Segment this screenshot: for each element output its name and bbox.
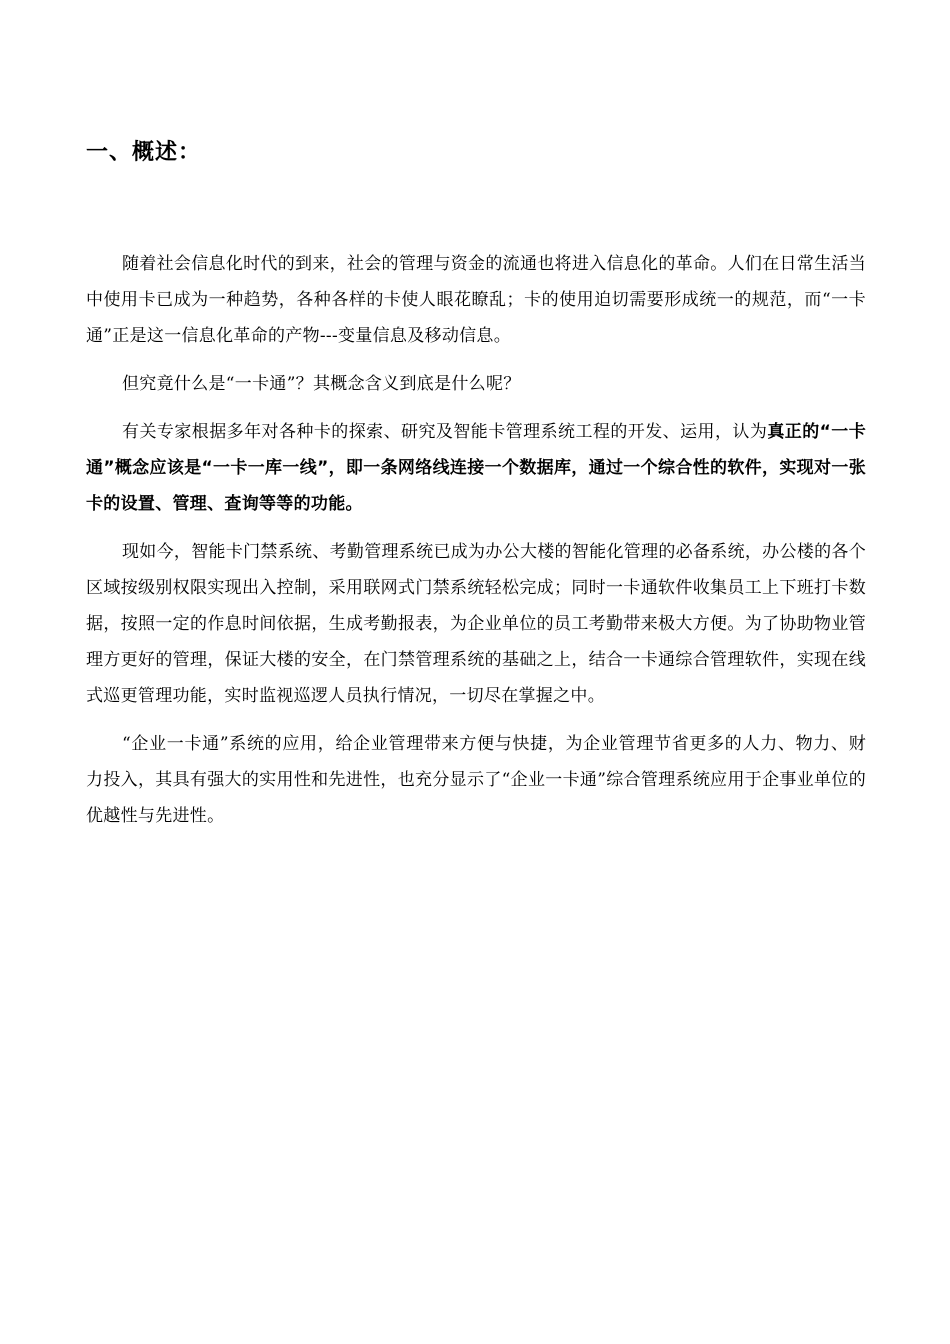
definition-bold-text: 真正的“一卡通”概念应该是“一卡一库一线”，即一条网络线连接一个数据库，通过一个综合性的软件，实现对一张卡的设置、管理、查询等等的功能。 — [86, 422, 866, 514]
paragraph-enterprise: “企业一卡通”系统的应用，给企业管理带来方便与快捷，为企业管理节省更多的人力、物力、财力投入，其具有强大的实用性和先进性，也充分显示了“企业一卡通”综合管理系统应用于企事业单位的优越性与先进性。 — [86, 734, 866, 826]
paragraph-question: 但究竟什么是“一卡通”？其概念含义到底是什么呢？ — [122, 374, 521, 394]
paragraph-definition — [86, 414, 866, 522]
section-heading: 一、概述： — [86, 140, 202, 165]
paragraph-intro: 随着社会信息化时代的到来，社会的管理与资金的流通也将进入信息化的革命。人们在日常生活当中使用卡已成为一种趋势，各种各样的卡使人眼花瞭乱；卡的使用迫切需要形成统一的规范，而“一卡通”正是这一信息化革命的产物---变量信息及移动信息。 — [86, 254, 866, 346]
definition-lead-text: 有关专家根据多年对各种卡的探索、研究及智能卡管理系统工程的开发、运用，认为 — [122, 422, 768, 442]
paragraph-applications: 现如今，智能卡门禁系统、考勤管理系统已成为办公大楼的智能化管理的必备系统，办公楼的各个区域按级别权限实现出入控制，采用联网式门禁系统轻松完成；同时一卡通软件收集员工上下班打卡数据，按照一定的作息时间依据，生成考勤报表，为企业单位的员工考勤带来极大方便。为了协助物业管理方更好的管理，保证大楼的安全，在门禁管理系统的基础之上，结合一卡通综合管理软件，实现在线式巡更管理功能，实时监视巡逻人员执行情况，一切尽在掌握之中。 — [86, 542, 866, 706]
body-text — [86, 246, 866, 846]
